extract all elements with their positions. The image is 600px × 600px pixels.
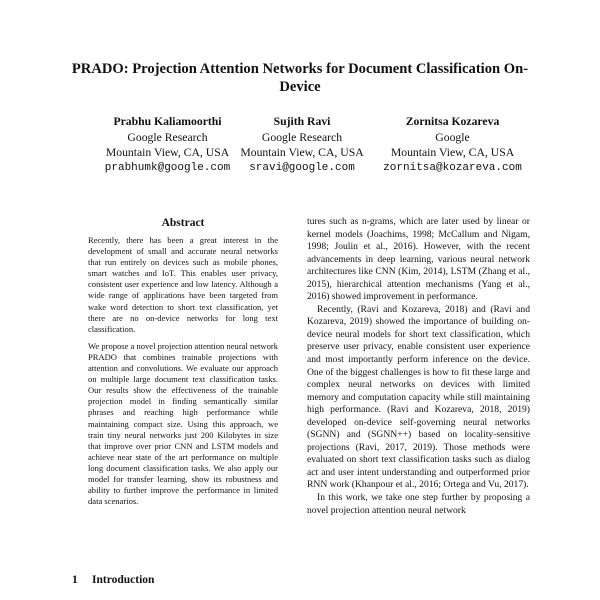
section-title: Introduction — [92, 574, 155, 586]
abstract-paragraph: Recently, there has been a great interest in the development of small and accurate neural networks that run entirely on devices such as mobile phones, smart watches and IoT. This enables user privacy, consistent user experience and low latency. Although a wide range of applications have been targeted from wake word detection to short text classification, yet there are no on-device networks for long text classification. — [88, 235, 278, 334]
author-location: Mountain View, CA, USA — [390, 146, 515, 159]
body-paragraph: In this work, we take one step further by proposing a novel projection attention neural network — [307, 492, 530, 516]
abstract-heading: Abstract — [161, 217, 205, 229]
author-affiliation: Google — [435, 130, 470, 144]
author-location: Mountain View, CA, USA — [240, 146, 364, 159]
right-column — [307, 216, 530, 517]
paper-title: PRADO: Projection Attention Networks for Document Classification On-Device — [71, 61, 529, 95]
author-affiliation: Google Research — [261, 130, 343, 144]
author-email: prabhumk@google.com — [104, 161, 231, 174]
author-name: Sujith Ravi — [273, 115, 331, 128]
author-block-3 — [370, 114, 535, 176]
author-name: Zornitsa Kozareva — [405, 115, 500, 128]
author-email: sravi@google.com — [249, 161, 355, 174]
author-name: Prabhu Kaliamoorthi — [113, 115, 222, 128]
author-email: zornitsa@kozareva.com — [383, 161, 522, 174]
body-paragraph: tures such as n-grams, which are later used by linear or kernel models (Joachims, 1998; McCallum and Nigam, 1998; Joulin et al., 2016). However, with the recent advancements in deep learning, various neural network architectures like CNN (Kim, 2014), LSTM (Zhang et al., 2015), hierarchical attention mechanisms (Yang et al., 2016) showed improvement in performance. — [307, 216, 530, 303]
body-paragraph: Recently, (Ravi and Kozareva, 2018) and (Ravi and Kozareva, 2019) showed the importance of building on-device neural models for short text classification, which preserve user privacy, enable consistent user experience and most importantly perform inference on the device. One of the biggest challenges is how to fit these large and complex neural networks on devices with limited memory and computation capacity while still maintaining high performance. (Ravi and Kozareva, 2018, 2019) developed on-device self-governing neural networks (SGNN) and (SGNN++) based on locality-sensitive projections (Ravi, 2017, 2019). Those methods were evaluated on short text classification tasks such as dialog act and user intent understanding and outperformed prior RNN work (Khanpour et al., 2016; Ortega and Vu, 2017). — [307, 303, 530, 491]
left-column — [88, 216, 278, 507]
author-affiliation: Google Research — [127, 130, 208, 144]
section-heading-introduction — [72, 573, 154, 587]
section-number: 1 — [72, 574, 78, 586]
abstract-paragraph: We propose a novel projection attention neural network PRADO that combines trainable projections with attention and convolutions. We evaluate our approach on multiple large document text classification tasks. Our results show the effectiveness of the trainable projection model in finding semantically similar phrases and reaching high performance while maintaining compact size. Using this approach, we train tiny neural networks just 200 Kilobytes in size that improve over prior CNN and LSTM models and achieve near state of the art performance on multiple long document classification tasks. We also apply our model for transfer learning, show its robustness and ability to further improve the performance in limited data scenarios. — [88, 340, 278, 507]
author-block-2 — [232, 114, 372, 176]
author-location: Mountain View, CA, USA — [105, 146, 230, 159]
